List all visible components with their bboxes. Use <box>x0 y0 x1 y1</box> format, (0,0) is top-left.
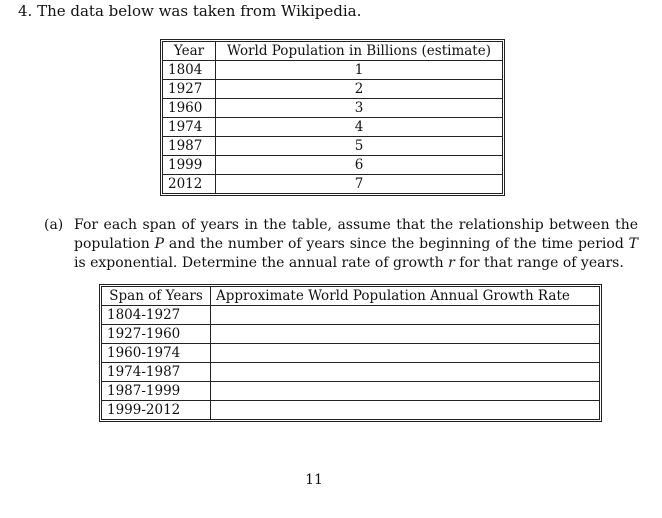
part-a-text-3: is exponential. Determine the annual rate of growth <box>74 255 449 271</box>
span-column-header: Span of Years <box>102 287 211 306</box>
part-a-question <box>44 216 638 273</box>
year-cell: 1960 <box>163 99 216 118</box>
year-cell: 1804 <box>163 61 216 80</box>
span-cell: 1987-1999 <box>102 382 211 401</box>
rate-cell <box>211 363 600 382</box>
table-row <box>163 118 503 137</box>
rate-cell <box>211 306 600 325</box>
table-row <box>163 175 503 194</box>
year-cell: 2012 <box>163 175 216 194</box>
population-table <box>162 41 503 194</box>
population-cell: 2 <box>216 80 503 99</box>
variable-t: T <box>628 236 638 252</box>
part-a-text-4: for that range of years. <box>454 255 624 271</box>
variable-r: r <box>448 255 455 271</box>
table-row <box>102 401 600 420</box>
table-row <box>163 61 503 80</box>
span-cell: 1927-1960 <box>102 325 211 344</box>
table-row <box>102 382 600 401</box>
page-number: 11 <box>305 472 323 488</box>
population-cell: 7 <box>216 175 503 194</box>
table-row <box>163 156 503 175</box>
rate-cell <box>211 325 600 344</box>
population-table-header <box>163 42 503 61</box>
table-row <box>102 325 600 344</box>
part-a-text-2: and the number of years since the beginning of the time period <box>164 236 629 252</box>
rate-cell <box>211 344 600 363</box>
growth-rate-table-header <box>102 287 600 306</box>
population-cell: 3 <box>216 99 503 118</box>
growth-rate-table <box>101 286 600 420</box>
variable-p: P <box>154 236 165 252</box>
rate-column-header: Approximate World Population Annual Growth Rate <box>211 287 600 306</box>
span-cell: 1804-1927 <box>102 306 211 325</box>
year-cell: 1927 <box>163 80 216 99</box>
table-row <box>163 99 503 118</box>
span-cell: 1999-2012 <box>102 401 211 420</box>
population-cell: 6 <box>216 156 503 175</box>
population-cell: 1 <box>216 61 503 80</box>
table-row <box>102 306 600 325</box>
problem-statement: 4. The data below was taken from Wikipedia. <box>18 2 362 20</box>
table-row <box>102 344 600 363</box>
year-column-header: Year <box>163 42 216 61</box>
year-cell: 1999 <box>163 156 216 175</box>
table-row <box>163 137 503 156</box>
population-cell: 5 <box>216 137 503 156</box>
table-row <box>163 80 503 99</box>
rate-cell <box>211 401 600 420</box>
population-column-header: World Population in Billions (estimate) <box>216 42 503 61</box>
year-cell: 1987 <box>163 137 216 156</box>
rate-cell <box>211 382 600 401</box>
table-row <box>102 363 600 382</box>
part-a-label: (a) <box>44 217 64 233</box>
part-a-text-1: For each span of years in the table, assume that the relationship between the population <box>74 217 638 252</box>
span-cell: 1960-1974 <box>102 344 211 363</box>
year-cell: 1974 <box>163 118 216 137</box>
span-cell: 1974-1987 <box>102 363 211 382</box>
population-cell: 4 <box>216 118 503 137</box>
part-a-text <box>74 216 638 273</box>
